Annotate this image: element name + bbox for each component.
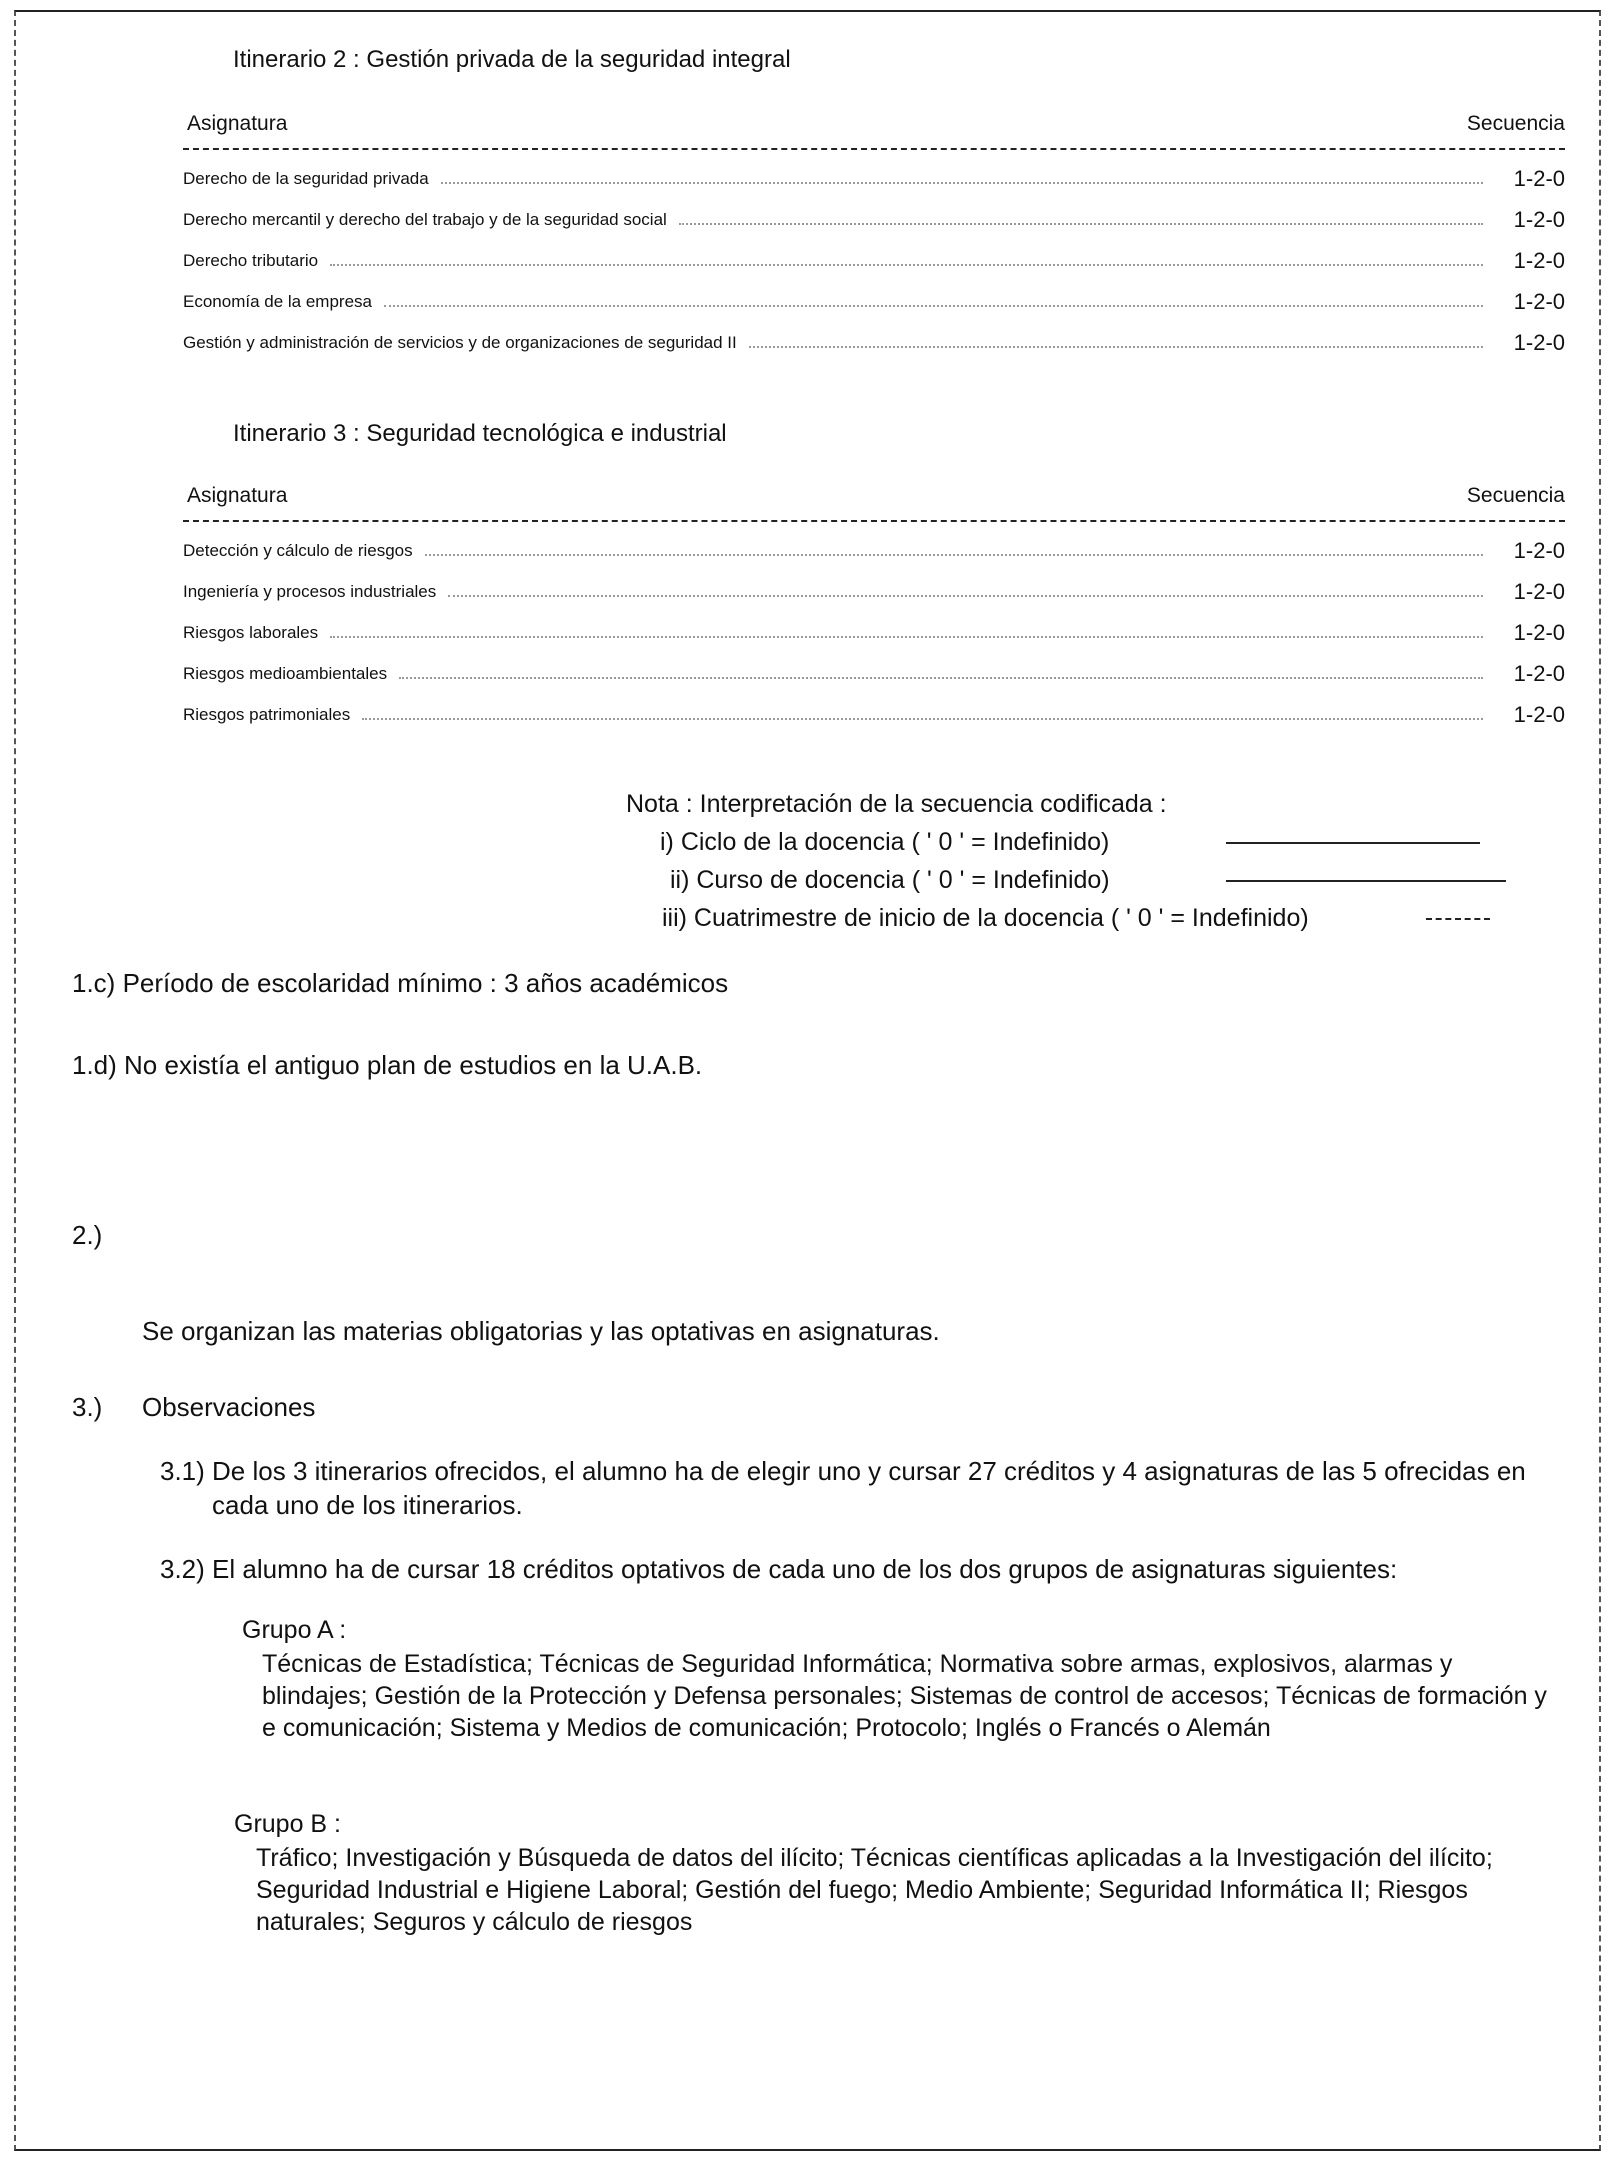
column-header-sequence: Secuencia (1466, 484, 1565, 507)
table-header (183, 470, 1565, 522)
sequence-value: 1-2-0 (1513, 288, 1565, 314)
sequence-value: 1-2-0 (1513, 247, 1565, 273)
group-b-text: Tráfico; Investigación y Búsqueda de datos del ilícito; Técnicas científicas aplicadas a la Investigación del ilícito; Seguridad Industrial e Higiene Laboral; Gestión del fuego; Medio Ambiente; Seguridad Informática II; Riesgos naturales; Seguros y cálculo de riesgos (256, 1844, 1493, 1936)
section-2-text: Se organizan las materias obligatorias y las optativas en asignaturas. (142, 1316, 940, 1346)
column-header-subject: Asignatura (187, 484, 288, 507)
sequence-value: 1-2-0 (1513, 701, 1565, 727)
section-1c: 1.c) Período de escolaridad mínimo : 3 años académicos (72, 968, 729, 998)
itinerary-3-table (183, 470, 1565, 735)
table-row (183, 612, 1565, 653)
subject-name: Detección y cálculo de riesgos (183, 540, 413, 560)
table-row (183, 530, 1565, 571)
table-row (183, 653, 1565, 694)
subject-name: Ingeniería y procesos industriales (183, 581, 437, 601)
sequence-value: 1-2-0 (1513, 619, 1565, 645)
sequence-value: 1-2-0 (1513, 660, 1565, 686)
subject-name: Riesgos patrimoniales (183, 704, 351, 724)
subject-name: Riesgos medioambientales (183, 663, 388, 683)
table-row (183, 571, 1565, 612)
paragraph-3-2: 3.2) El alumno ha de cursar 18 créditos optativos de cada uno de los dos grupos de asignaturas siguientes: (160, 1554, 1398, 1584)
table-row (183, 281, 1565, 322)
table-row (183, 199, 1565, 240)
sequence-value: 1-2-0 (1513, 165, 1565, 191)
note-rule (1226, 842, 1480, 844)
dot-leader (441, 182, 1483, 184)
note-rule (1426, 918, 1490, 920)
group-a-title: Grupo A : (242, 1616, 347, 1644)
sequence-value: 1-2-0 (1513, 329, 1565, 355)
subject-name: Gestión y administración de servicios y de organizaciones de seguridad II (183, 332, 737, 352)
dot-leader (448, 595, 1483, 597)
sequence-value: 1-2-0 (1513, 578, 1565, 604)
sequence-value: 1-2-0 (1513, 537, 1565, 563)
table-header (183, 98, 1565, 150)
subject-name: Derecho de la seguridad privada (183, 168, 429, 188)
note-rule (1226, 880, 1506, 882)
dot-leader (330, 636, 1483, 638)
dot-leader (749, 346, 1483, 348)
dot-leader (384, 305, 1483, 307)
dot-leader (679, 223, 1483, 225)
section-3-label: 3.) (72, 1392, 103, 1422)
subject-name: Derecho mercantil y derecho del trabajo y de la seguridad social (183, 209, 667, 229)
group-a-text: Técnicas de Estadística; Técnicas de Seguridad Informática; Normativa sobre armas, explosivos, alarmas y blindajes; Gestión de la Protección y Defensa personales; Sistemas de control de accesos; Técnicas de formación y e comunicación; Sistema y Medios de comunicación; Protocolo; Inglés o Francés o Alemán (262, 1650, 1547, 1742)
note-item: iii) Cuatrimestre de inicio de la docencia ( ' 0 ' = Indefinido) (662, 904, 1309, 932)
sequence-value: 1-2-0 (1513, 206, 1565, 232)
subject-name: Derecho tributario (183, 250, 319, 270)
table-row (183, 322, 1565, 363)
dot-leader (362, 718, 1483, 720)
note-item: i) Ciclo de la docencia ( ' 0 ' = Indefinido) (660, 828, 1110, 856)
section-1d: 1.d) No existía el antiguo plan de estudios en la U.A.B. (72, 1050, 703, 1080)
column-header-sequence: Secuencia (1466, 112, 1565, 135)
dot-leader (425, 554, 1483, 556)
section-3-heading: Observaciones (142, 1392, 316, 1422)
table-row (183, 240, 1565, 281)
dot-leader (399, 677, 1483, 679)
itinerary-3-title: Itinerario 3 : Seguridad tecnológica e industrial (233, 420, 727, 447)
itinerary-2-title: Itinerario 2 : Gestión privada de la seguridad integral (233, 46, 791, 73)
subject-name: Economía de la empresa (183, 291, 372, 311)
itinerary-2-table (183, 98, 1565, 363)
subject-name: Riesgos laborales (183, 622, 319, 642)
paragraph-3-1: 3.1) De los 3 itinerarios ofrecidos, el alumno ha de elegir uno y cursar 27 créditos y 4 asignaturas de las 5 ofrecidas en cada uno de los itinerarios. (160, 1456, 1526, 1520)
note-heading: Nota : Interpretación de la secuencia codificada : (626, 790, 1167, 818)
section-2-label: 2.) (72, 1220, 103, 1250)
dot-leader (330, 264, 1483, 266)
note-item: ii) Curso de docencia ( ' 0 ' = Indefinido) (670, 866, 1110, 894)
table-row (183, 694, 1565, 735)
group-b-title: Grupo B : (234, 1810, 341, 1838)
column-header-subject: Asignatura (187, 112, 288, 135)
table-row (183, 158, 1565, 199)
